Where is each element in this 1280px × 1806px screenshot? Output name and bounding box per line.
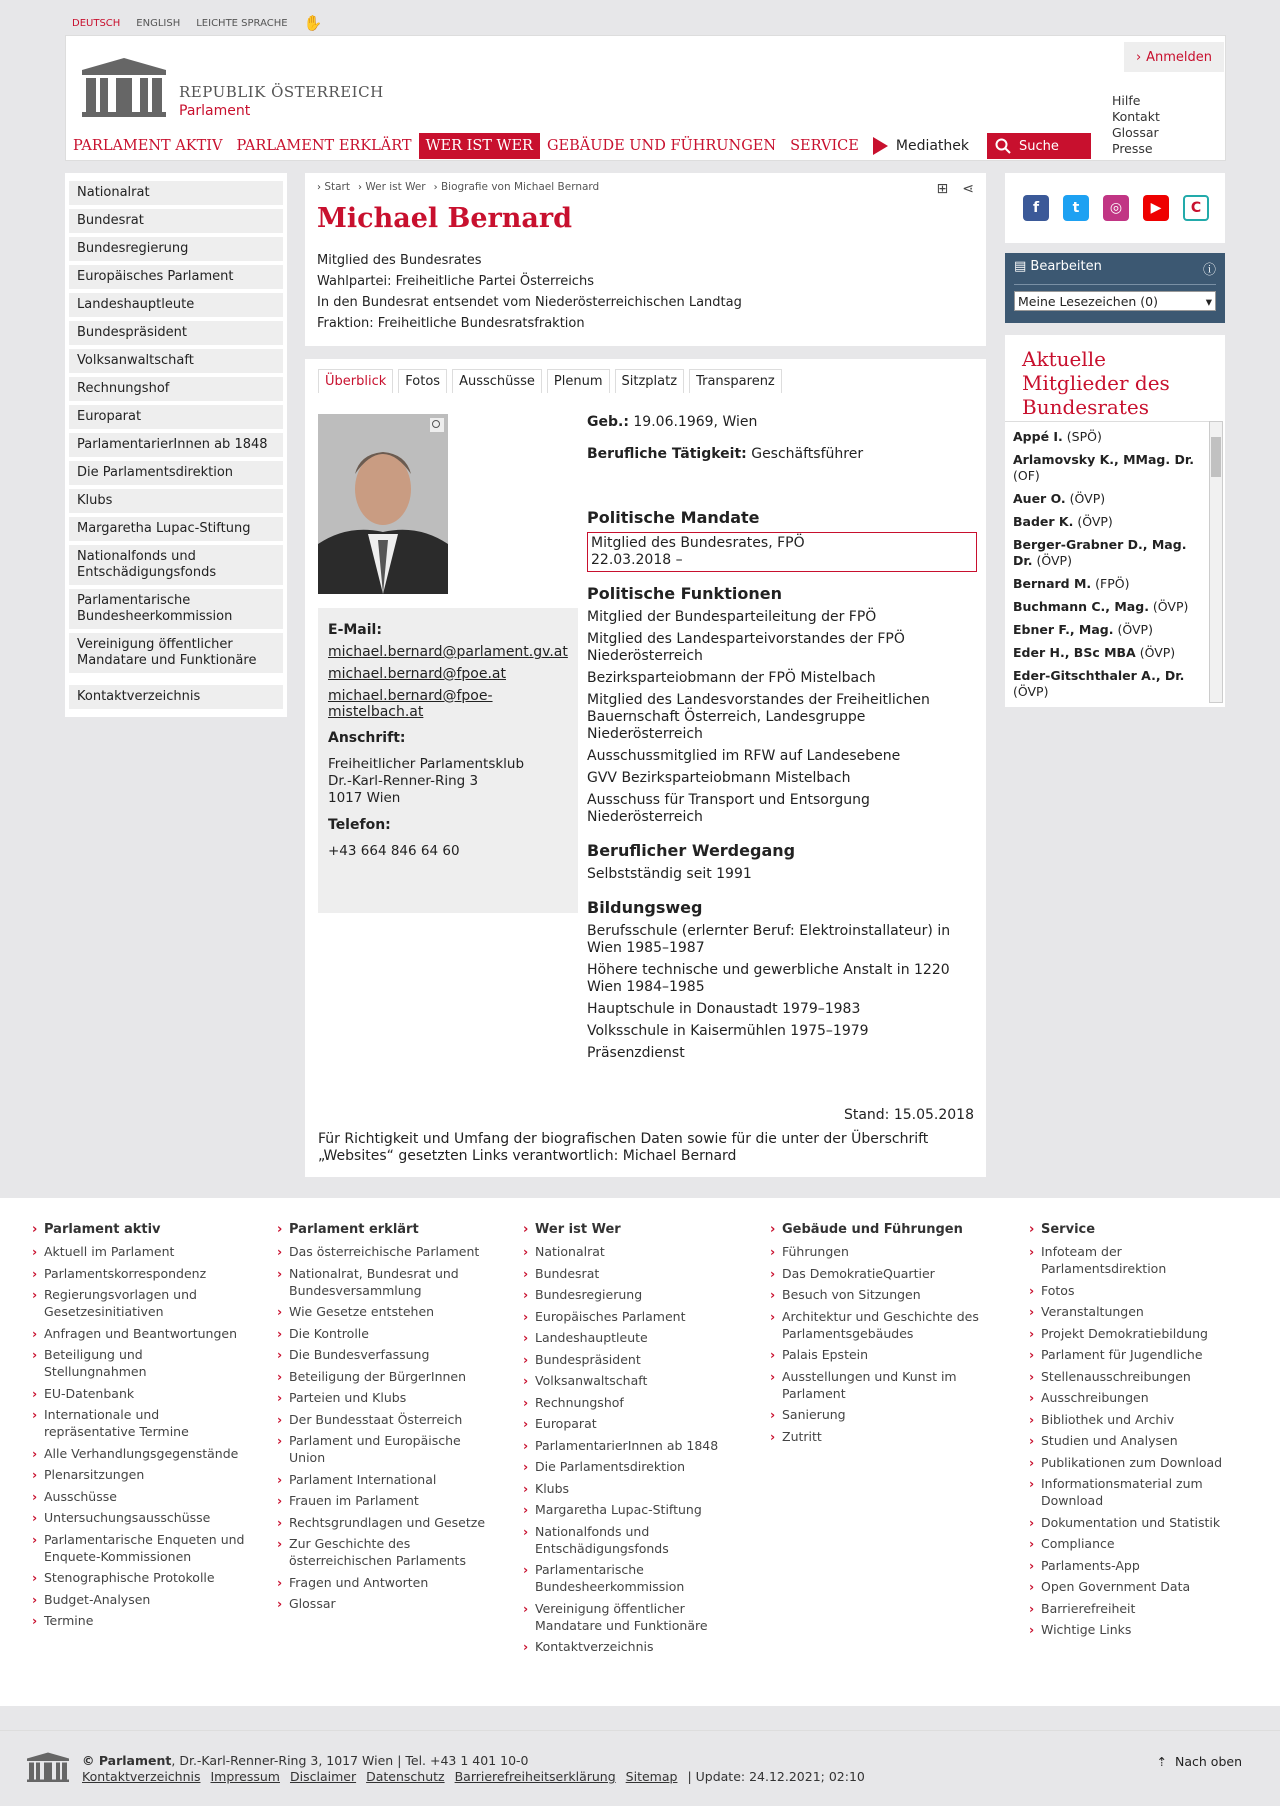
crumb-start[interactable]: Start <box>324 181 350 193</box>
footer-link[interactable]: › Barrierefreiheit <box>1041 1600 1241 1617</box>
footer-link[interactable]: › Budget-Analysen <box>44 1591 249 1608</box>
footer-link[interactable]: › Ausschüsse <box>44 1488 249 1505</box>
list-item: Ausschuss für Transport und Entsorgung Niederösterreich <box>587 792 870 825</box>
footer-link[interactable]: › Untersuchungsausschüsse <box>44 1509 249 1526</box>
lang-easy[interactable]: LEICHTE SPRACHE <box>196 17 288 29</box>
play-icon <box>873 137 888 155</box>
sidebar-nav <box>65 173 287 717</box>
sidebar-item-contacts[interactable]: Kontaktverzeichnis <box>69 685 283 709</box>
sidebar-item[interactable]: Nationalrat <box>69 181 283 205</box>
footer <box>0 1198 1280 1706</box>
footer-link[interactable]: › Rechnungshof <box>535 1394 740 1411</box>
address <box>328 756 568 807</box>
footer-link[interactable]: › Bundesregierung <box>535 1286 740 1303</box>
twitter-icon[interactable]: t <box>1063 195 1089 221</box>
email-link[interactable]: michael.bernard@parlament.gv.at <box>328 644 568 660</box>
list-item: Mitglied des Landesvorstandes der Freiheitlichen Bauernschaft Österreich, Landesgruppe Niederösterreich <box>587 692 930 742</box>
parliament-logo-small-icon[interactable] <box>26 1751 70 1783</box>
footer-link[interactable]: › Kontaktverzeichnis <box>535 1638 740 1655</box>
member-name: Appé I. <box>1013 429 1063 444</box>
member-item[interactable] <box>1013 537 1201 569</box>
sidebar-item[interactable]: Volksanwaltschaft <box>69 349 283 373</box>
member-party: (ÖVP) <box>1036 553 1072 568</box>
footer-link[interactable]: › Open Government Data <box>1041 1578 1241 1595</box>
bio-line: Wahlpartei: Freiheitliche Partei Österreichs <box>317 274 594 289</box>
nav-service[interactable]: SERVICE <box>790 138 859 154</box>
list-item: Präsenzdienst <box>587 1045 685 1061</box>
members-scrollbar[interactable] <box>1209 421 1223 703</box>
footer-link[interactable]: › Parlamentarische Bundesheerkommission <box>535 1561 740 1595</box>
footer-link[interactable]: › Parlament und Europäische Union <box>289 1432 494 1466</box>
email-link[interactable]: michael.bernard@fpoe.at <box>328 666 507 682</box>
instagram-icon[interactable]: ◎ <box>1103 195 1129 221</box>
member-party: (FPÖ) <box>1095 576 1130 591</box>
list-item: GVV Bezirksparteiobmann Mistelbach <box>587 770 851 786</box>
bio-line: In den Bundesrat entsendet vom Niederösterreichischen Landtag <box>317 295 742 310</box>
footer-link[interactable]: › Termine <box>44 1612 249 1629</box>
list-item: Mitglied der Bundesparteileitung der FPÖ <box>587 609 877 625</box>
search-label: Suche <box>1019 138 1059 154</box>
list-item: Volksschule in Kaisermühlen 1975–1979 <box>587 1023 869 1039</box>
main-nav <box>66 133 1091 159</box>
address-label: Anschrift: <box>328 730 406 746</box>
bio-tabs <box>318 369 782 393</box>
member-name: Eder H., BSc MBA <box>1013 645 1136 660</box>
footer-link[interactable]: › Projekt Demokratiebildung <box>1041 1325 1241 1342</box>
press-link[interactable]: Presse <box>1112 141 1153 156</box>
footer-link[interactable]: › Infoteam der Parlamentsdirektion <box>1041 1243 1241 1277</box>
member-party: (ÖVP) <box>1139 645 1176 660</box>
footer-link[interactable]: › Fragen und Antworten <box>289 1574 494 1591</box>
member-party: (ÖVP) <box>1077 514 1113 529</box>
phone-label: Telefon: <box>328 817 391 833</box>
member-name: Arlamovsky K., MMag. Dr. <box>1013 452 1194 467</box>
portrait-photo[interactable] <box>318 414 448 594</box>
members-list <box>1005 421 1209 703</box>
bottom-bar <box>0 1730 1280 1806</box>
birth-row <box>587 414 977 430</box>
breadcrumb: › Start › Wer ist Wer › Biografie von Michael Bernard <box>317 181 600 193</box>
responsibility-note: Für Richtigkeit und Umfang der biografischen Daten sowie für die unter der Überschrift „Websites“ gesetzten Links verantwortlich: Michael Bernard <box>318 1131 929 1164</box>
footer-link[interactable]: › Das österreichische Parlament <box>289 1243 494 1260</box>
lang-english[interactable]: ENGLISH <box>136 17 181 29</box>
footer-heading[interactable]: › Parlament erklärt <box>289 1222 494 1237</box>
functions-list <box>587 609 977 826</box>
member-party: (ÖVP) <box>1013 684 1049 699</box>
list-item: Ausschussmitglied im RFW auf Landesebene <box>587 748 901 764</box>
social-links <box>1005 173 1225 243</box>
nav-parlament-erklaert[interactable]: PARLAMENT ERKLÄRT <box>236 138 412 154</box>
sidebar-item[interactable]: Die Parlamentsdirektion <box>69 461 283 485</box>
portrait-image <box>318 414 448 594</box>
chevron-down-icon: ▾ <box>1205 293 1212 309</box>
education-list <box>587 923 977 1062</box>
bio-line: Fraktion: Freiheitliche Bundesratsfraktion <box>317 316 585 331</box>
sidebar-item[interactable]: Nationalfonds und Entschädigungsfonds <box>69 545 283 585</box>
footer-link[interactable]: › Wie Gesetze entstehen <box>289 1303 494 1320</box>
sidebar-item[interactable]: Margaretha Lupac-Stiftung <box>69 517 283 541</box>
member-party: (ÖVP) <box>1069 491 1106 506</box>
list-item: Mitglied des Landesparteivorstandes der FPÖ Niederösterreich <box>587 631 905 664</box>
footer-link[interactable]: › Volksanwaltschaft <box>535 1372 740 1389</box>
footer-link[interactable]: › Internationale und repräsentative Termine <box>44 1406 249 1440</box>
footer-link[interactable]: › Beteiligung und Stellungnahmen <box>44 1346 249 1380</box>
address-line: 1017 Wien <box>328 790 401 806</box>
footer-heading[interactable]: › Wer ist Wer <box>535 1222 740 1237</box>
footer-link[interactable]: › Nationalrat <box>535 1243 740 1260</box>
page-tools <box>937 181 974 197</box>
footer-link[interactable]: › Die Kontrolle <box>289 1325 494 1342</box>
footer-link[interactable]: › Ausschreibungen <box>1041 1389 1241 1406</box>
bio-line: Mitglied des Bundesrates <box>317 253 482 268</box>
info-icon[interactable]: ⓘ <box>1202 263 1216 278</box>
footer-link[interactable]: › Europarat <box>535 1415 740 1432</box>
footer-link[interactable]: › Alle Verhandlungsgegenstände <box>44 1445 249 1462</box>
footer-link[interactable]: › Plenarsitzungen <box>44 1466 249 1483</box>
member-item[interactable] <box>1013 452 1201 484</box>
footer-link[interactable]: › Compliance <box>1041 1535 1241 1552</box>
member-item[interactable] <box>1013 599 1201 615</box>
footer-link[interactable]: › Studien und Analysen <box>1041 1432 1241 1449</box>
sidebar-item[interactable]: Landeshauptleute <box>69 293 283 317</box>
footer-link[interactable]: › Frauen im Parlament <box>289 1492 494 1509</box>
legal-link[interactable]: Disclaimer <box>289 1769 357 1784</box>
member-name: Bernard M. <box>1013 576 1092 591</box>
login-label: Anmelden <box>1146 49 1213 65</box>
members-title: Aktuelle Mitglieder des Bundesrates <box>1022 347 1170 419</box>
footer-link[interactable]: › Parlament für Jugendliche <box>1041 1346 1241 1363</box>
legal-link[interactable]: Datenschutz <box>366 1769 445 1784</box>
footer-link[interactable]: › Regierungsvorlagen und Gesetzesinitiativen <box>44 1286 249 1320</box>
footer-link[interactable]: › Bundesrat <box>535 1265 740 1282</box>
copyright: © Parlament <box>82 1753 172 1768</box>
member-item[interactable] <box>1013 491 1201 507</box>
back-to-top[interactable]: ⇡ Nach oben <box>1156 1754 1242 1769</box>
job-label: Berufliche Tätigkeit: <box>587 446 747 462</box>
footer-heading[interactable]: › Gebäude und Führungen <box>782 1222 987 1237</box>
tab-photos[interactable]: Fotos <box>398 369 447 393</box>
footer-link[interactable]: › Parlament International <box>289 1471 494 1488</box>
career-heading: Beruflicher Werdegang <box>587 841 796 860</box>
site-header <box>65 35 1226 161</box>
address-line: Freiheitlicher Parlamentsklub <box>328 756 525 772</box>
tab-overview[interactable]: Überblick <box>318 369 393 393</box>
footer-link[interactable]: › Stellenausschreibungen <box>1041 1368 1241 1385</box>
footer-link[interactable]: › Der Bundesstaat Österreich <box>289 1411 494 1428</box>
footer-link[interactable]: › Aktuell im Parlament <box>44 1243 249 1260</box>
back-to-top-label: Nach oben <box>1175 1754 1242 1769</box>
footer-column <box>289 1222 494 1612</box>
footer-link[interactable]: › Wichtige Links <box>1041 1621 1241 1638</box>
lang-german[interactable]: DEUTSCH <box>72 17 121 29</box>
footer-link[interactable]: › Besuch von Sitzungen <box>782 1286 987 1303</box>
sign-language-icon[interactable]: ✋ <box>303 14 323 32</box>
footer-link[interactable]: › Parteien und Klubs <box>289 1389 494 1406</box>
page-title: Michael Bernard <box>317 203 572 234</box>
career-list <box>587 866 977 883</box>
birth-value: 19.06.1969, Wien <box>633 414 758 430</box>
address-line: Dr.-Karl-Renner-Ring 3 <box>328 773 479 789</box>
member-item[interactable] <box>1013 576 1201 592</box>
footer-link[interactable]: › Veranstaltungen <box>1041 1303 1241 1320</box>
sidebar-item[interactable]: Rechnungshof <box>69 377 283 401</box>
edit-link[interactable]: ▤ Bearbeiten <box>1014 259 1102 274</box>
member-party: (OF) <box>1013 468 1040 483</box>
sidebar-item[interactable]: Klubs <box>69 489 283 513</box>
footer-link[interactable]: › Bundespräsident <box>535 1351 740 1368</box>
footer-link[interactable]: › Bibliothek und Archiv <box>1041 1411 1241 1428</box>
footer-link[interactable]: › Ausstellungen und Kunst im Parlament <box>782 1368 987 1402</box>
crumb-wer-ist-wer[interactable]: Wer ist Wer <box>365 181 426 193</box>
footer-link[interactable]: › Europäisches Parlament <box>535 1308 740 1325</box>
legal-link[interactable]: Impressum <box>210 1769 280 1784</box>
bio-summary <box>317 250 974 334</box>
search-button[interactable] <box>987 133 1091 159</box>
tab-plenum[interactable]: Plenum <box>547 369 610 393</box>
footer-link[interactable]: › Parlamentarische Enqueten und Enquete-Kommissionen <box>44 1531 249 1565</box>
member-item[interactable] <box>1013 622 1201 638</box>
footer-heading[interactable]: › Service <box>1041 1222 1241 1237</box>
parliament-logo-icon[interactable] <box>80 56 168 118</box>
birth-label: Geb.: <box>587 414 629 430</box>
email-label: E-Mail: <box>328 622 382 638</box>
footer-link[interactable]: › Nationalfonds und Entschädigungsfonds <box>535 1523 740 1557</box>
member-party: (ÖVP) <box>1152 599 1189 614</box>
footer-link[interactable]: › Margaretha Lupac-Stiftung <box>535 1501 740 1518</box>
footer-column <box>535 1222 740 1655</box>
mandate-line: Mitglied des Bundesrates, FPÖ <box>591 535 805 551</box>
footer-link[interactable]: › Anfragen und Beantwortungen <box>44 1325 249 1342</box>
footer-link[interactable]: › Landeshauptleute <box>535 1329 740 1346</box>
tab-committees[interactable]: Ausschüsse <box>452 369 542 393</box>
footer-link[interactable]: › Parlamentskorrespondenz <box>44 1265 249 1282</box>
mandate-line: 22.03.2018 – <box>591 552 683 568</box>
login-button[interactable]: › Anmelden <box>1124 42 1224 72</box>
member-name: Eder-Gitschthaler A., Dr. <box>1013 668 1185 683</box>
footer-link[interactable]: › Glossar <box>289 1595 494 1612</box>
bio-details <box>587 414 977 1062</box>
nav-parlament-aktiv[interactable]: PARLAMENT AKTIV <box>73 138 223 154</box>
footer-link[interactable]: › Stenographische Protokolle <box>44 1569 249 1586</box>
email-link[interactable]: michael.bernard@fpoe-mistelbach.at <box>328 688 493 720</box>
language-bar <box>72 14 322 32</box>
mandate-box <box>587 532 977 572</box>
footer-column <box>44 1222 249 1629</box>
logo-text[interactable] <box>179 83 384 119</box>
footer-link[interactable]: › Die Bundesverfassung <box>289 1346 494 1363</box>
member-item[interactable] <box>1013 645 1201 661</box>
sidebar-item[interactable]: Bundesrat <box>69 209 283 233</box>
sidebar-item[interactable]: Europäisches Parlament <box>69 265 283 289</box>
mediathek-label: Mediathek <box>895 138 970 154</box>
bio-content <box>305 359 986 1177</box>
footer-column <box>782 1222 987 1445</box>
parliament-label: Parlament <box>179 103 251 119</box>
nav-mediathek[interactable] <box>866 133 987 159</box>
nav-wer-ist-wer[interactable]: WER IST WER <box>419 133 540 159</box>
members-box <box>1005 335 1225 707</box>
legal-link[interactable]: Kontaktverzeichnis <box>82 1769 201 1784</box>
legal-link[interactable]: Sitemap <box>625 1769 678 1784</box>
bookmark-add-icon[interactable]: ⊞ <box>936 181 949 197</box>
sidebar-item[interactable]: Europarat <box>69 405 283 429</box>
member-name: Berger-Grabner D., Mag. Dr. <box>1013 537 1187 568</box>
education-heading: Bildungsweg <box>587 898 703 917</box>
status-date: Stand: 15.05.2018 <box>843 1107 974 1123</box>
bookmark-select[interactable] <box>1014 291 1216 311</box>
footer-address: , Dr.-Karl-Renner-Ring 3, 1017 Wien | Tel. +43 1 401 10-0 <box>171 1753 529 1768</box>
footer-link[interactable]: › Führungen <box>782 1243 987 1260</box>
meta-links <box>1112 93 1160 157</box>
glossary-link[interactable]: Glossar <box>1112 125 1159 140</box>
footer-link[interactable]: › Parlaments-App <box>1041 1557 1241 1574</box>
youtube-icon[interactable]: ▶ <box>1143 195 1169 221</box>
footer-link[interactable]: › Informationsmaterial zum Download <box>1041 1475 1241 1509</box>
footer-link[interactable]: › Zur Geschichte des österreichischen Parlaments <box>289 1535 494 1569</box>
footer-link[interactable]: › Publikationen zum Download <box>1041 1454 1241 1471</box>
footer-link[interactable]: › Architektur und Geschichte des Parlamentsgebäudes <box>782 1308 987 1342</box>
update-date: | Update: 24.12.2021; 02:10 <box>687 1769 865 1784</box>
footer-link[interactable]: › Dokumentation und Statistik <box>1041 1514 1241 1531</box>
footer-link[interactable]: › Fotos <box>1041 1282 1241 1299</box>
footer-link[interactable]: › Beteiligung der BürgerInnen <box>289 1368 494 1385</box>
mandates-heading: Politische Mandate <box>587 508 760 527</box>
footer-link[interactable]: › Palais Epstein <box>782 1346 987 1363</box>
sidebar-item[interactable]: Parlamentarische Bundesheerkommission <box>69 589 283 629</box>
list-item: Selbstständig seit 1991 <box>587 866 752 882</box>
member-item[interactable] <box>1013 668 1201 700</box>
contact-box <box>318 608 578 913</box>
crumb-current: Biografie von Michael Bernard <box>440 181 600 193</box>
footer-link[interactable]: › Klubs <box>535 1480 740 1497</box>
legal-link[interactable]: Barrierefreiheitserklärung <box>454 1769 616 1784</box>
footer-column <box>1041 1222 1241 1638</box>
footer-link[interactable]: › EU-Datenbank <box>44 1385 249 1402</box>
list-item: Berufsschule (erlernter Beruf: Elektroinstallateur) in Wien 1985–1987 <box>587 923 951 956</box>
share-icon[interactable]: ⋖ <box>962 181 974 197</box>
footer-link[interactable]: › Das DemokratieQuartier <box>782 1265 987 1282</box>
sidebar-item[interactable]: Bundesregierung <box>69 237 283 261</box>
member-name: Auer O. <box>1013 491 1066 506</box>
edit-label: Bearbeiten <box>1030 259 1102 274</box>
bottom-text <box>82 1753 865 1785</box>
tab-seat[interactable]: Sitzplatz <box>615 369 685 393</box>
list-item: Bezirksparteiobmann der FPÖ Mistelbach <box>587 670 876 686</box>
tools-box <box>1005 253 1225 323</box>
contact-link[interactable]: Kontakt <box>1112 109 1160 124</box>
footer-link[interactable]: › ParlamentarierInnen ab 1848 <box>535 1437 740 1454</box>
bookmark-value: Meine Lesezeichen (0) <box>1018 293 1158 309</box>
member-name: Ebner F., Mag. <box>1013 622 1114 637</box>
member-item[interactable] <box>1013 429 1201 445</box>
job-value: Geschäftsführer <box>751 446 864 462</box>
footer-heading[interactable]: › Parlament aktiv <box>44 1222 249 1237</box>
job-row <box>587 446 977 462</box>
member-party: (ÖVP) <box>1117 622 1153 637</box>
sidebar-item[interactable]: Bundespräsident <box>69 321 283 345</box>
list-item: Hauptschule in Donaustadt 1979–1983 <box>587 1001 861 1017</box>
sidebar-item[interactable]: ParlamentarierInnen ab 1848 <box>69 433 283 457</box>
help-link[interactable]: Hilfe <box>1112 93 1141 108</box>
phone-value: +43 664 846 64 60 <box>328 843 460 859</box>
functions-heading: Politische Funktionen <box>587 584 782 603</box>
bio-header <box>305 173 986 346</box>
member-party: (SPÖ) <box>1066 429 1102 444</box>
member-name: Bader K. <box>1013 514 1074 529</box>
footer-link[interactable]: › Nationalrat, Bundesrat und Bundesversammlung <box>289 1265 494 1299</box>
search-icon <box>995 138 1011 154</box>
member-name: Buchmann C., Mag. <box>1013 599 1149 614</box>
footer-link[interactable]: › Rechtsgrundlagen und Gesetze <box>289 1514 494 1531</box>
republic-label: REPUBLIK ÖSTERREICH <box>179 83 384 101</box>
footer-link[interactable]: › Zutritt <box>782 1428 987 1445</box>
footer-link[interactable]: › Sanierung <box>782 1406 987 1423</box>
tab-transparency[interactable]: Transparenz <box>689 369 782 393</box>
footer-link[interactable]: › Die Parlamentsdirektion <box>535 1458 740 1475</box>
footer-link[interactable]: › Vereinigung öffentlicher Mandatare und Funktionäre <box>535 1600 740 1634</box>
facebook-icon[interactable]: f <box>1023 195 1049 221</box>
nav-gebaeude[interactable]: GEBÄUDE UND FÜHRUNGEN <box>546 138 777 154</box>
legal-links <box>82 1769 865 1785</box>
list-item: Höhere technische und gewerbliche Anstalt in 1220 Wien 1984–1985 <box>587 962 950 995</box>
member-item[interactable] <box>1013 514 1201 530</box>
sidebar-item[interactable]: Vereinigung öffentlicher Mandatare und Funktionäre <box>69 633 283 673</box>
app-icon[interactable]: C <box>1183 195 1209 221</box>
